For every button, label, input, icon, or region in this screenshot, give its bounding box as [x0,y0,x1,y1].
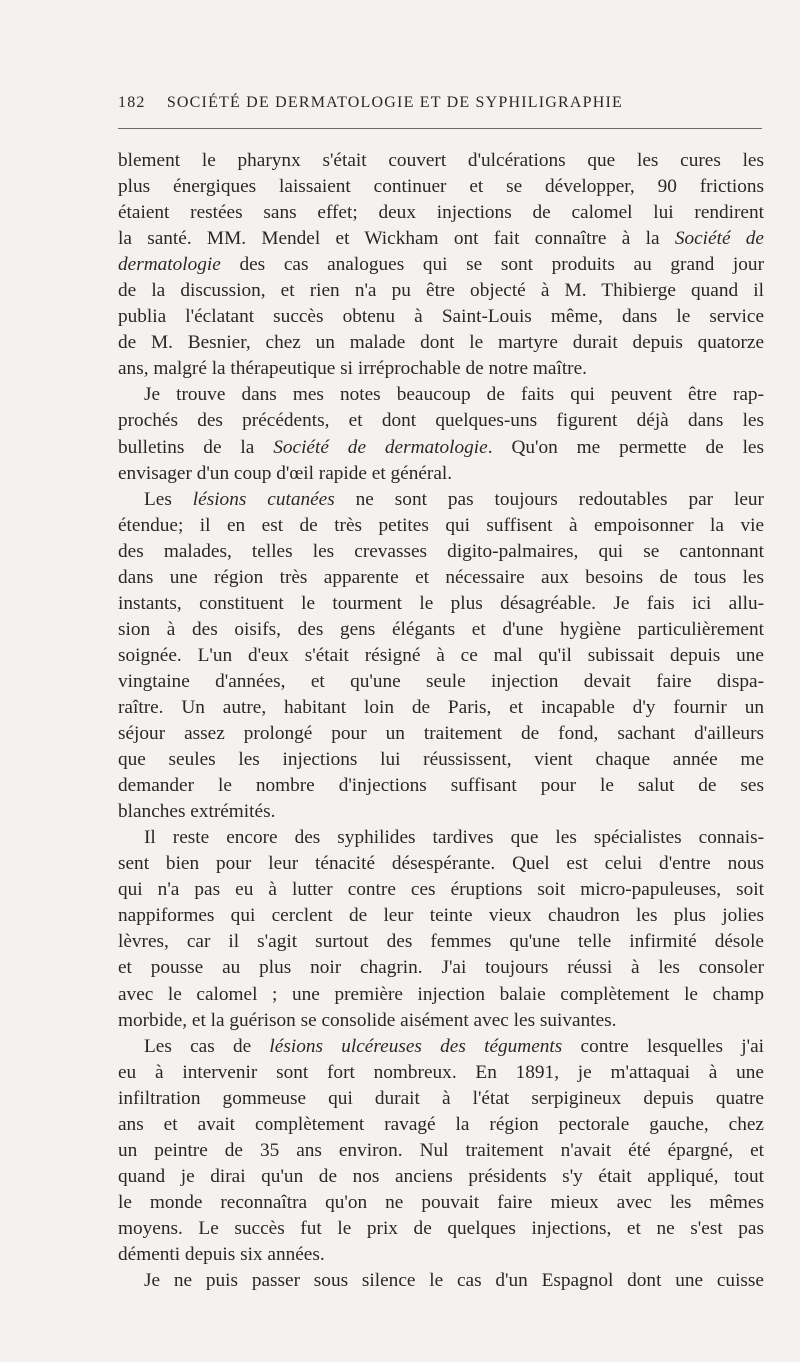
text-line [118,773,764,799]
text-run: prochés des précédents, et dont quelques-uns figurent déjà dans les [118,410,764,432]
text-run: avec le calomel ; une première injection balaie complètement le champ [118,983,764,1005]
text-line [118,695,764,721]
text-line [118,1112,764,1138]
text-line [118,799,764,825]
text-run: bulletins de la [118,436,274,458]
text-line [118,669,764,695]
italic-run: lésions cutanées [192,488,335,510]
text-run: ne sont pas toujours redoutables par leur [334,488,764,510]
text-line [118,591,764,617]
text-line [118,539,764,565]
text-line [118,903,764,929]
italic-run: lésions ulcéreuses des téguments [269,1035,563,1057]
running-header [118,94,762,112]
text-run: contre lesquelles j'ai [562,1035,764,1057]
text-line [118,617,764,643]
text-line [118,982,764,1008]
text-run: demander le nombre d'injections suffisant pour le salut de ses [118,775,764,797]
text-line [118,252,764,278]
text-line [118,929,764,955]
text-run: quand je dirai qu'un de nos anciens présidents s'y était appliqué, tout [118,1165,764,1187]
text-run: le monde reconnaîtra qu'on ne pouvait faire mieux avec les mêmes [118,1191,764,1213]
text-run: moyens. Le succès fut le prix de quelques injections, et ne s'est pas [118,1217,764,1239]
text-run: envisager d'un coup d'œil rapide et général. [118,462,453,484]
text-run: Je ne puis passer sous silence le cas d'un Espagnol dont une cuisse [144,1270,764,1292]
text-run: Les cas de [144,1035,270,1057]
text-run: démenti depuis six années. [118,1243,325,1265]
text-line [118,435,764,461]
text-line [118,877,764,903]
text-line [118,565,764,591]
text-run: sion à des oisifs, des gens élégants et d'une hygiène particulièrement [118,618,764,640]
text-run: séjour assez prolongé pour un traitement de fond, sachant d'ailleurs [118,723,764,745]
text-run: plus énergiques laissaient continuer et se développer, 90 frictions [118,176,764,198]
text-run: ans, malgré la thérapeutique si irréprochable de notre maître. [118,358,587,380]
text-run: ans et avait complètement ravagé la région pectorale gauche, chez [118,1113,764,1135]
text-line [118,513,764,539]
text-line [118,1138,764,1164]
text-run: la santé. MM. Mendel et Wickham ont fait connaître à la [118,228,675,250]
text-line [118,1216,764,1242]
text-run: que seules les injections lui réussissent, vient chaque année me [118,749,764,771]
text-run: dans une région très apparente et nécessaire aux besoins de tous les [118,566,764,588]
text-run: publia l'éclatant succès obtenu à Saint-Louis même, dans le service [118,306,764,328]
text-line [118,643,764,669]
text-run: blement le pharynx s'était couvert d'ulcérations que les cures les [118,150,764,171]
text-line [118,408,764,434]
italic-run: Société de dermatologie [273,436,488,458]
text-run: soignée. L'un d'eux s'était résigné à ce mal qu'il subissait depuis une [118,644,764,666]
text-run: de la discussion, et rien n'a pu être objecté à M. Thibierge quand il [118,280,764,302]
text-line [118,330,764,356]
text-line [118,461,764,487]
text-run: Il reste encore des syphilides tardives que les spécialistes connais- [144,827,764,849]
text-run: sent bien pour leur ténacité désespérante. Quel est celui d'entre nous [118,853,764,875]
text-line [118,304,764,330]
text-line [118,1008,764,1034]
text-run: des cas analogues qui se sont produits au grand jour [220,254,764,276]
italic-run: Société de [674,228,764,250]
text-line [118,747,764,773]
text-run: Les [144,488,193,510]
text-run: raître. Un autre, habitant loin de Paris, et incapable d'y fournir un [118,696,764,718]
text-line [118,200,764,226]
header-rule [118,128,762,129]
italic-run: dermatologie [118,254,221,276]
text-line [118,174,764,200]
text-run: étendue; il en est de très petites qui suffisent à empoisonner la vie [118,514,764,536]
text-run: eu à intervenir sont fort nombreux. En 1891, je m'attaquai à une [118,1061,764,1083]
text-run: lèvres, car il s'agit surtout des femmes qu'une telle infirmité désole [118,931,764,953]
text-run: instants, constituent le tourment le plus désagréable. Je fais ici allu- [118,592,764,614]
text-line [118,226,764,252]
text-line [118,1164,764,1190]
text-run: infiltration gommeuse qui durait à l'état serpigineux depuis quatre [118,1087,764,1109]
running-title: SOCIÉTÉ DE DERMATOLOGIE ET DE SYPHILIGRAPHIE [166,94,624,111]
text-run: des malades, telles les crevasses digito-palmaires, qui se cantonnant [118,540,764,562]
page-number: 182 [118,94,146,111]
text-line [118,356,764,382]
text-run: de M. Besnier, chez un malade dont le martyre durait depuis quatorze [118,332,764,354]
text-run: étaient restées sans effet; deux injections de calomel lui rendirent [118,202,764,224]
text-run: un peintre de 35 ans environ. Nul traitement n'avait été épargné, et [118,1139,764,1161]
text-run: . Qu'on me permette de les [487,436,764,458]
text-run: vingtaine d'années, et qu'une seule injection devait faire dispa- [118,670,764,692]
text-line [118,825,764,851]
text-line [118,721,764,747]
text-line [118,487,764,513]
text-line [118,851,764,877]
text-run: morbide, et la guérison se consolide aisément avec les suivantes. [118,1009,617,1031]
text-line [118,1060,764,1086]
text-line [118,1268,764,1294]
body-text [118,148,764,1294]
text-line [118,1190,764,1216]
text-run: blanches extrémités. [118,801,276,823]
text-run: qui n'a pas eu à lutter contre ces éruptions soit micro-papuleuses, soit [118,879,764,901]
text-line [118,955,764,981]
text-line [118,1242,764,1268]
text-line [118,1086,764,1112]
text-run: Je trouve dans mes notes beaucoup de faits qui peuvent être rap- [144,384,764,406]
text-line [118,1034,764,1060]
text-run: nappiformes qui cerclent de leur teinte vieux chaudron les plus jolies [118,905,764,927]
text-line [118,148,764,174]
text-run: et pousse au plus noir chagrin. J'ai toujours réussi à les consoler [118,957,764,979]
text-line [118,382,764,408]
text-line [118,278,764,304]
